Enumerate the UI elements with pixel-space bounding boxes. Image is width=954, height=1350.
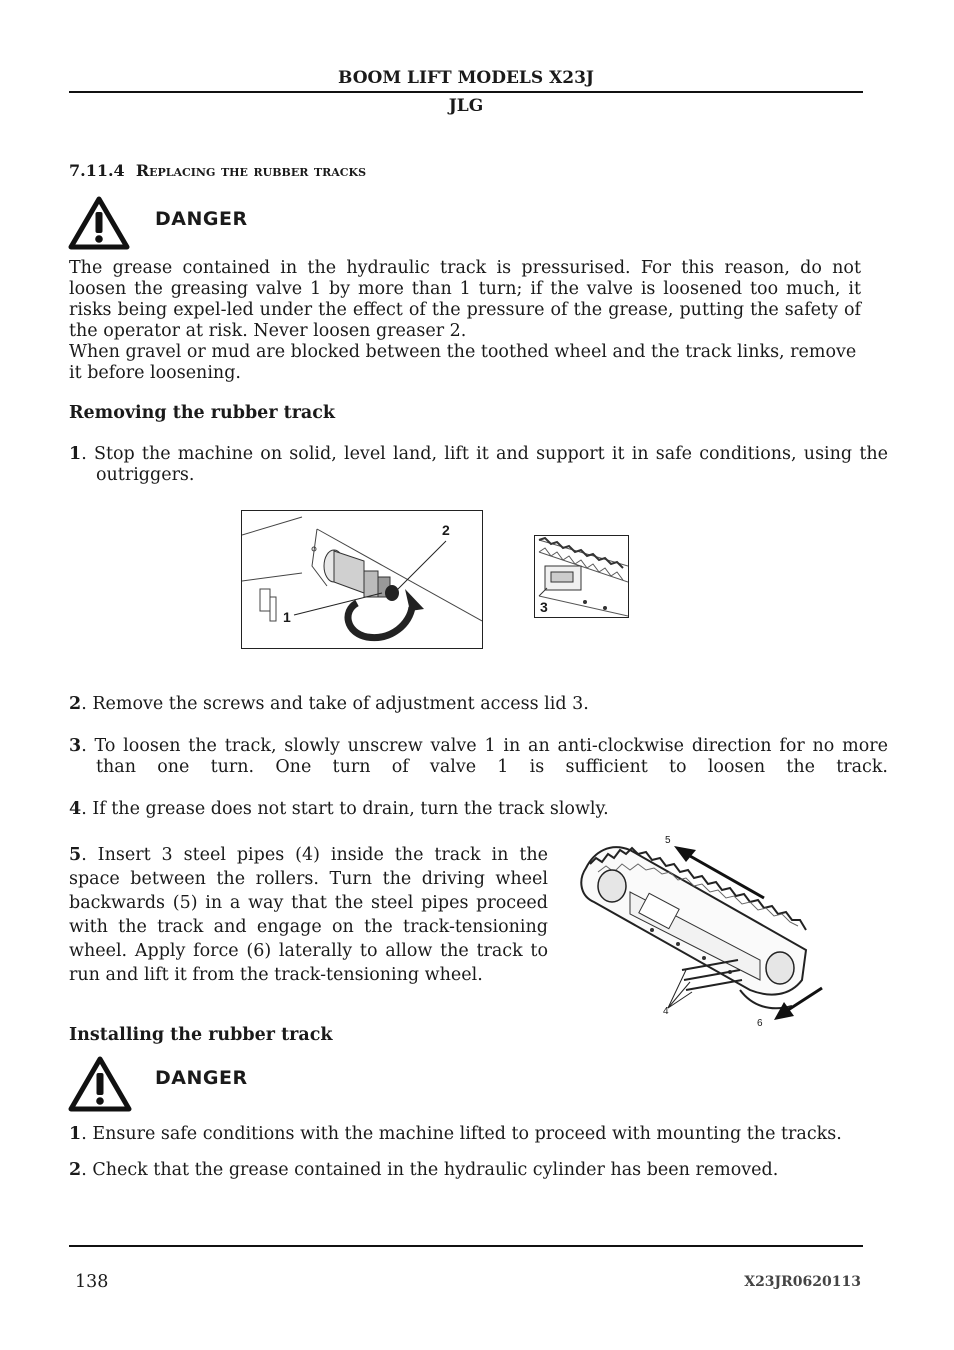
removing-heading: Removing the rubber track <box>69 403 336 423</box>
step-text: . Check that the grease contained in the hydraulic cylinder has been removed. <box>81 1160 779 1180</box>
step-number: 3 <box>69 736 82 756</box>
step-number: 1 <box>69 1124 82 1144</box>
step-number: 2 <box>69 1160 82 1180</box>
section-title: Replacing the rubber tracks <box>135 161 367 180</box>
document-code: X23JR0620113 <box>744 1274 861 1290</box>
removing-step-4 <box>69 799 861 820</box>
removing-step-2 <box>69 694 861 715</box>
step-number: 4 <box>69 799 82 819</box>
step-number: 2 <box>69 694 82 714</box>
brand-name: JLG <box>448 96 484 116</box>
step-number: 1 <box>69 444 82 464</box>
removing-step-5 <box>69 843 548 987</box>
valve-figure <box>241 510 483 649</box>
installing-step-1 <box>69 1124 861 1145</box>
figure-label-3: 3 <box>540 599 548 615</box>
step-text: . Ensure safe conditions with the machine lifted to proceed with mounting the tracks. <box>81 1124 842 1144</box>
step-text: . To loosen the track, slowly unscrew valve 1 in an anti-clockwise direction for no more than one turn. One turn of valve 1 is sufficient to loosen the track. <box>81 736 888 777</box>
step-text: . Remove the screws and take of adjustment access lid 3. <box>81 694 589 714</box>
footer-rule <box>69 1245 863 1247</box>
document-title: BOOM LIFT MODELS X23J <box>338 68 594 88</box>
installing-step-2 <box>69 1160 861 1181</box>
access-lid-figure <box>534 535 629 618</box>
step-number: 5 <box>69 845 82 865</box>
figure-label-6: 6 <box>757 1018 763 1029</box>
section-number: 7.11.4 <box>69 161 125 180</box>
removing-step-1 <box>69 444 888 486</box>
installing-heading: Installing the rubber track <box>69 1025 333 1045</box>
warning-triangle-icon <box>68 196 130 250</box>
step-text: . Insert 3 steel pipes (4) inside the track in the space between the rollers. Turn the driving wheel backwards (5) in a way that the steel pipes proceed with the track and engage on the track-tensioning wheel. Apply force (6) laterally to allow the track to run and lift it from the track-tensioning wheel. <box>69 845 548 985</box>
figure-label-4: 4 <box>663 1006 669 1017</box>
warning-paragraph: The grease contained in the hydraulic track is pressurised. For this reason, do not loosen the greasing valve 1 by more than 1 turn; if the valve is loosened too much, it risks being expel-led under the effect of the pressure of the grease, putting the safety of the operator at risk. Never loosen greaser 2. <box>69 258 861 341</box>
danger-label: DANGER <box>155 208 248 230</box>
track-illustration <box>570 830 840 1035</box>
warning-paragraph-2: When gravel or mud are blocked between the toothed wheel and the track links, remove it before loosening. <box>69 342 857 383</box>
step-text: . If the grease does not start to drain, turn the track slowly. <box>81 799 609 819</box>
figure-label-2: 2 <box>442 522 450 538</box>
removing-step-3 <box>69 736 888 778</box>
track-removal-figure <box>570 830 840 1035</box>
page-number: 138 <box>75 1272 109 1292</box>
figure-label-5: 5 <box>665 835 671 846</box>
danger-label: DANGER <box>155 1067 248 1089</box>
section-heading <box>69 161 366 180</box>
step-text: . Stop the machine on solid, level land, lift it and support it in safe conditions, using the outriggers. <box>81 444 888 485</box>
header-rule <box>69 91 863 93</box>
warning-triangle-icon <box>68 1056 132 1112</box>
figure-label-1: 1 <box>283 609 291 625</box>
track-lid-illustration <box>535 536 628 617</box>
